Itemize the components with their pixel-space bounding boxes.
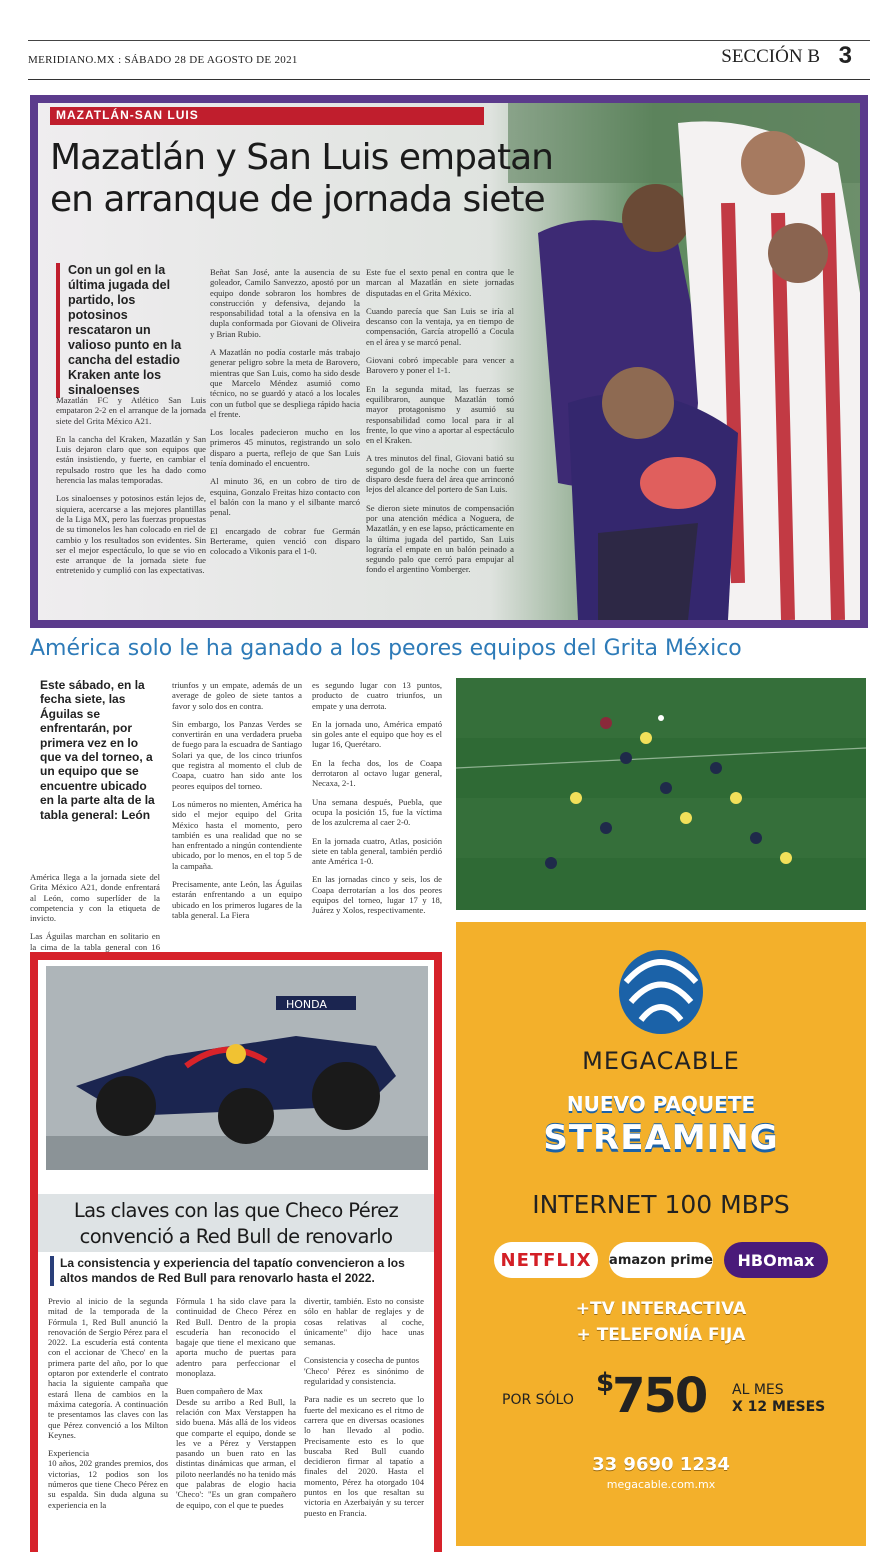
feature-column-2: [210, 267, 360, 564]
checo-column-1: [48, 1296, 168, 1518]
paragraph: Desde su arribo a Red Bull, la relación con Max Verstappen ha sido buena. Más allá de los videos que comparte el equipo, donde se les ve a Pérez y Verstappen pasando un buen rato en las distintas dinámicas que arman, el piloto neerlandés no ha tenido más que palabras de elogio hacia 'Checo': "Es un gran compañero de equipo, con el que te puedes: [176, 1396, 296, 1510]
america-column-3: [312, 680, 442, 924]
paragraph: En la jornada uno, América empató sin goles ante el equipo que hoy es el lugar 16, Querétaro.: [312, 718, 442, 750]
ad-extras: [456, 1296, 866, 1348]
ad-website[interactable]: megacable.com.mx: [606, 1478, 716, 1491]
megacable-globe-icon: [456, 922, 866, 1052]
paragraph: América llega a la jornada siete del Grita México A21, donde enfrentará al León, como superlíder de la competencia y con la etiqueta de invicto.: [30, 872, 160, 924]
checo-headline-line2: convenció a Red Bull de renovarlo: [79, 1225, 393, 1248]
paragraph: Fórmula 1 ha sido clave para la continuidad de Checo Pérez en Red Bull. Dentro de la propia escudería han reconocido el bagaje que tiene el mexicano que aporta mucho de puertas para adentro para perfeccionar el monoplaza.: [176, 1296, 296, 1379]
ad-price: [596, 1368, 706, 1424]
paragraph: Este fue el sexto penal en contra que le marcan al Mazatlán en siete jornadas disputadas en el Grita México.: [366, 267, 514, 298]
subhead: Experiencia: [48, 1448, 90, 1459]
f1-car-photo: [46, 966, 428, 1170]
paragraph: 'Checo' Pérez es sinónimo de regularidad y consistencia.: [304, 1365, 424, 1387]
checo-deck: La consistencia y experiencia del tapatío convencieron a los altos mandos de Red Bull para renovarlo hasta el 2022.: [50, 1256, 432, 1286]
ad-logos: [494, 1242, 828, 1278]
page-number: 3: [838, 42, 852, 69]
page-header: [28, 40, 870, 80]
ad-brand: MEGACABLE: [582, 1047, 740, 1075]
feature-article: [30, 95, 868, 628]
ad-tv-interactiva: +TV INTERACTIVA: [575, 1299, 747, 1319]
paragraph: Los locales padecieron mucho en los primeros 45 minutos, registrando un solo disparo a puerta, reflejo de que San Luis tenía dominado el encuentro.: [210, 427, 360, 469]
ad-streaming: STREAMING: [543, 1118, 779, 1158]
ad-al-mes: [732, 1382, 825, 1416]
feature-column-3: [366, 267, 514, 583]
paragraph: Mazatlán FC y Atlético San Luis empataron 2-2 en el arranque de la jornada siete del Grita México A21.: [56, 395, 206, 426]
paragraph: Una semana después, Puebla, que ocupa la posición 15, fue la víctima de los azulcrema al caer 2-0.: [312, 796, 442, 828]
paragraph: El encargado de cobrar fue Germán Berterame, quien venció con disparo colocado a Vikonis para el 1-0.: [210, 525, 360, 557]
paragraph: Sin embargo, los Panzas Verdes se convertirán en una verdadera prueba de fuego para la escuadra de Santiago Solari ya que, de los cinco triunfos que registra al momento el club de Coapa, cuatro han sido ante los peores equipos del torneo.: [172, 718, 302, 791]
paragraph: Las Águilas marchan en solitario en la cima de la tabla general con 16: [30, 931, 160, 952]
paragraph: En la fecha dos, los de Coapa derrotaron al octavo lugar general, Necaxa, 2-1.: [312, 757, 442, 789]
ad-meses-label: X 12 MESES: [732, 1399, 826, 1415]
america-match-photo: [456, 678, 866, 910]
ad-internet-speed: INTERNET 100 MBPS: [532, 1190, 790, 1219]
ad-al-mes-label: AL MES: [732, 1382, 784, 1398]
checo-article: [30, 952, 442, 1552]
subhead: Buen compañero de Max: [176, 1386, 263, 1397]
paragraph: En la segunda mitad, las fuerzas se equilibraron, aunque Mazatlán tomó mayor protagonismo y asumió su responsabilidad como local para ir al frente, lo que vino a aportar al espectáculo en el Kraken.: [366, 383, 514, 446]
checo-headline-line1: Las claves con las que Checo Pérez: [73, 1199, 399, 1222]
ad-telefonia-fija: + TELEFONÍA FIJA: [576, 1325, 746, 1345]
paragraph: Precisamente, ante León, las Águilas estarán enfrentando a un equipo ubicado en los primeros lugares de la tabla general. La Fiera: [172, 879, 302, 920]
paragraph: Cuando parecía que San Luis se iría al descanso con la ventaja, ya en tiempo de compensación, García atropelló a Cocula en el área y se marcó penal.: [366, 305, 514, 347]
section-label: SECCIÓN B: [721, 46, 820, 67]
feature-headline: [50, 137, 610, 221]
paragraph: A Mazatlán no podía costarle más trabajo generar peligro sobre la meta de Barovero, mientras que San Luis, como ha sido desde que Marcelo Méndez asumió como técnico, no se guardó y atacó a los locales con un futbol que se despliega rápido hacia el frente.: [210, 347, 360, 419]
paragraph: Al minuto 36, en un cobro de tiro de esquina, Gonzalo Freitas hizo contacto con el balón con la mano y el silbante marcó penal.: [210, 476, 360, 518]
paragraph: En la jornada cuatro, Atlas, posición siete en tabla general, también perdió ante América 1-0.: [312, 835, 442, 867]
date-line: MERIDIANO.MX : SÁBADO 28 DE AGOSTO DE 2021: [28, 54, 298, 66]
america-headline: América solo le ha ganado a los peores equipos del Grita México: [30, 636, 742, 661]
subhead: Consistencia y cosecha de puntos: [304, 1355, 420, 1366]
paragraph: 10 años, 202 grandes premios, dos victorias, 12 podios son los números que tiene Checo Pérez en su espalda. Sin duda alguna su experiencia en la: [48, 1458, 168, 1510]
america-deck: Este sábado, en la fecha siete, las Águilas se enfrentarán, por primera vez en lo que va del torneo, a un equipo que se encuentre ubicado en la parte alta de la tabla general: León: [40, 678, 155, 822]
paragraph: es segundo lugar con 13 puntos, producto de cuatro triunfos, un empate y una derrota.: [312, 680, 442, 711]
paragraph: Se dieron siete minutos de compensación por una atención médica a Noguera, de Mazatlán, y en ese lapso, prácticamente en la última jugada del partido, San Luis lograría el empate en un balón peinado a segundo palo que cerró para empujar al fondo el argentino Vomberger.: [366, 502, 514, 575]
ad-por-solo: POR SÓLO: [502, 1392, 574, 1408]
ad-phone[interactable]: 33 9690 1234: [592, 1454, 730, 1475]
checo-column-3: [304, 1296, 424, 1526]
header-top-rule: [28, 40, 870, 41]
paragraph: triunfos y un empate, además de un average de goleo de siete tantos a favor y solo dos en contra.: [172, 680, 302, 711]
feature-column-1: [56, 395, 206, 584]
price-currency: $: [596, 1368, 613, 1398]
paragraph: En la cancha del Kraken, Mazatlán y San Luis dejaron claro que son equipos que están insistiendo, y fuerte, en cambiar el repulsado rostro que les ha dado como herencia las malas temporadas.: [56, 433, 206, 486]
paragraph: Los números no mienten, América ha sido el mejor equipo del Grita México hasta el momento, pero también es una realidad que no se han enfrentado a ningún contendiente ubicado, por lo menos, en el top 5 de la campaña.: [172, 798, 302, 871]
paragraph: Giovani cobró impecable para vencer a Barovero y poner el 1-1.: [366, 355, 514, 376]
netflix-logo: NETFLIX: [494, 1242, 598, 1278]
ad-nuevo-paquete: NUEVO PAQUETE: [566, 1092, 756, 1116]
paragraph: divertir, también. Esto no consiste sólo en hablar de reglajes y de cosas relativas al coche, únicamente" dijo hace unas semanas.: [304, 1296, 424, 1348]
paragraph: Previo al inicio de la segunda mitad de la temporada de la Fórmula 1, Red Bull anunció la renovación de Sergio Pérez para el 2022. La escudería está contenta con el accionar de 'Checo' en la primera parte del año, por lo que optaron por extenderle el contrato hacia la siguiente campaña que estará llena de cambios en la máxima categoría. A continuación te presentamos las claves con las que Pérez convenció a los Milton Keynes.: [48, 1296, 168, 1440]
paragraph: En las jornadas cinco y seis, los de Coapa derrotarían a los dos peores equipos del torneo, lugar 17 y 18, Juárez y Xolos, respectivamente.: [312, 874, 442, 916]
feature-deck: Con un gol en la última jugada del partido, los potosinos rescataron un valioso punto en la cancha del estadio Kraken ante los sinaloenses: [56, 263, 192, 398]
america-column-2: [172, 680, 302, 928]
price-amount: 750: [612, 1368, 707, 1424]
amazon-prime-logo: amazon prime: [609, 1242, 713, 1278]
paragraph: Para nadie es un secreto que lo fuerte del mexicano es el ritmo de carrera que en diversas ocasiones lo han llevado al podio. Precisamente esto es lo que buscaba Red Bull cuando decidieron firmar al tapatío a finales del 2020. Hasta el momento, Pérez ha otorgado 104 puntos en los que resaltan su victoria en Azerbaiyán y su tercer puesto en Francia.: [304, 1394, 424, 1518]
checo-headline: [38, 1194, 434, 1252]
car-sponsor-text: HONDA: [286, 998, 327, 1011]
paragraph: Beñat San José, ante la ausencia de su goleador, Camilo Sanvezzo, apostó por un equipo donde sobraron los hombres de construcción y defensiva, dejando la responsabilidad total a la ofensiva en la dupla conformada por Giovani de Oliveira y Brian Rubio.: [210, 267, 360, 339]
feature-kicker: MAZATLÁN-SAN LUIS: [50, 107, 484, 125]
paragraph: A tres minutos del final, Giovani batió su segundo gol de la noche con un fuerte disparo desde fuera del área que arrinconó lejos del alcance del portero de San Luis.: [366, 453, 514, 495]
soccer-field-illustration: [456, 678, 866, 910]
paragraph: Los sinaloenses y potosinos están lejos de, siquiera, acercarse a las mejores plantillas de la Liga MX, pero las fuerzas propuestas de su timonelos les han colocado en riel de cambio y los resultados son evidentes. Sin ser el mejor espectáculo, lo que se vio en este arranque de la jornada siete fue entretenido y cumplió con las expectativas.: [56, 493, 206, 576]
f1-car-illustration: [46, 966, 428, 1170]
feature-headline-line1: Mazatlán y San Luis empatan: [50, 137, 553, 178]
megacable-ad[interactable]: [456, 922, 866, 1546]
feature-headline-line2: en arranque de jornada siete: [50, 179, 545, 220]
checo-column-2: [176, 1296, 296, 1518]
hbomax-logo: HBOmax: [724, 1242, 828, 1278]
